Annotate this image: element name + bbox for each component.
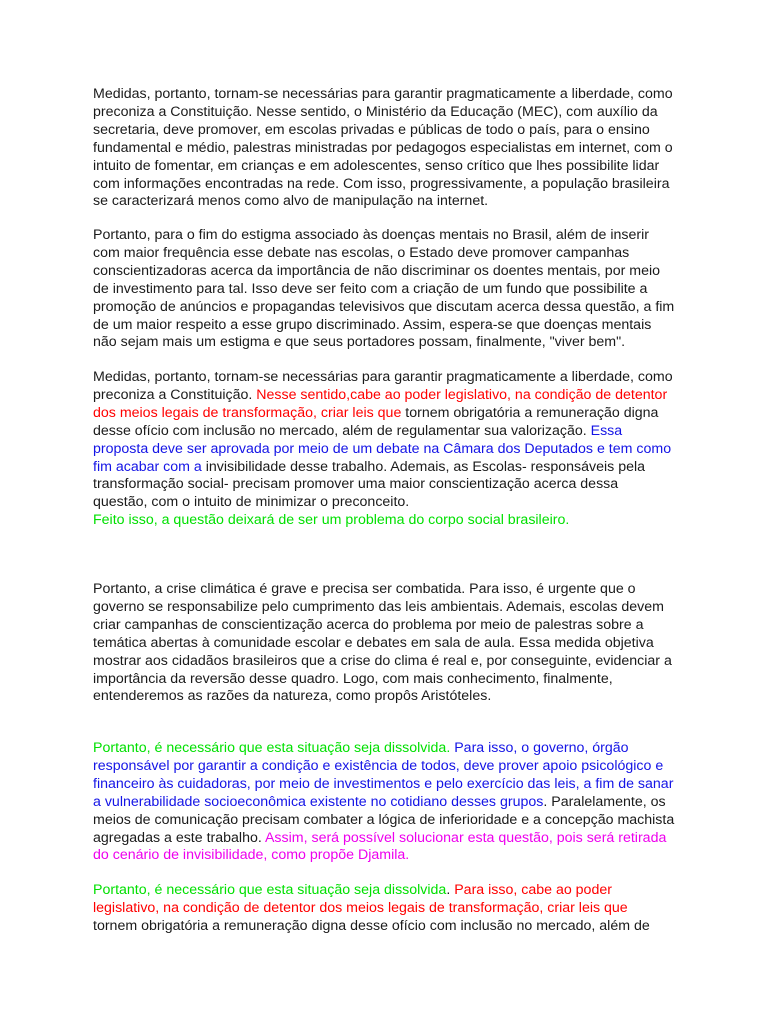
text-segment: . Paralelamente, os meios de comunicação precisam combater a lógica de inferioridade e a concepção machista agregadas a este trabalho. xyxy=(93,793,675,846)
paragraph-2 xyxy=(93,227,683,352)
paragraph-4 xyxy=(93,581,683,706)
text-segment: . xyxy=(446,882,455,898)
text-segment: Portanto, a crise climática é grave e precisa ser combatida. Para isso, é urgente que o governo se responsabilize pelo cumprimento das leis ambientais. Ademais, escolas devem criar campanhas de conscientização acerca do problema por meio de palestras sobre a temática abertas à comunidade escolar e debates em sala de aula. Essa medida objetiva mostrar aos cidadãos brasileiros que a crise do clima é real e, por conseguinte, evidenciar a importância da reversão desse quadro. Logo, com mais conhecimento, finalmente, entenderemos as razões da natureza, como propôs Aristóteles. xyxy=(93,581,672,705)
highlighted-green-text: Feito isso, a questão deixará de ser um problema do corpo social brasileiro. xyxy=(93,512,570,529)
text-segment: tornem obrigatória a remuneração digna desse ofício com inclusão no mercado, além de regulamentar sua valorização. xyxy=(93,404,659,439)
paragraph-1 xyxy=(93,86,683,211)
highlighted-blue-text: Essa proposta deve ser aprovada por meio de um debate na Câmara dos Deputados e tem como fim acabar com a xyxy=(93,422,672,475)
paragraph-3 xyxy=(93,369,683,530)
paragraph-5 xyxy=(93,740,683,865)
text-segment: Medidas, portanto, tornam-se necessárias para garantir pragmaticamente a liberdade, como preconiza a Constituição. Nesse sentido, o Ministério da Educação (MEC), com auxílio da secretaria, deve promover, em escolas privadas e públicas de todo o país, para o ensino fundamental e médio, palestras ministradas por pedagogos especialistas em internet, com o intuito de fomentar, em crianças e em adolescentes, senso crítico que lhes possibilite lidar com informações encontradas na rede. Com isso, progressivamente, a população brasileira se caracterizará menos como alvo de manipulação na internet. xyxy=(93,86,673,210)
highlighted-green-text: Portanto, é necessário que esta situação seja dissolvida xyxy=(93,882,447,898)
text-segment: tornem obrigatória a remuneração digna desse ofício com inclusão no mercado, além de xyxy=(93,917,650,934)
highlighted-blue-text: Para isso, o governo, órgão responsável por garantir a condição e existência de todos, deve prover apoio psicológico e financeiro às cuidadoras, por meio de investimentos e pelo exercício das leis, a fim de sanar a vulnerabilidade socioeconômica existente no cotidiano desses grupos xyxy=(93,740,674,810)
paragraph-6 xyxy=(93,882,683,936)
highlighted-red-text: Para isso, cabe ao poder legislativo, na condição de detentor dos meios legais de transformação, criar leis que xyxy=(93,882,628,916)
text-segment: Medidas, portanto, tornam-se necessárias para garantir pragmaticamente a liberdade, como preconiza a Constituição. xyxy=(93,369,673,403)
text-segment: Portanto, para o fim do estigma associado às doenças mentais no Brasil, além de inserir com maior frequência esse debate nas escolas, o Estado deve promover campanhas conscientizadoras acerca da importância de não discriminar os doentes mentais, por meio de investimento para tal. Isso deve ser feito com a criação de um fundo que possibilite a promoção de anúncios e propagandas televisivos que discutam acerca dessa questão, a fim de um maior respeito a esse grupo discriminado. Assim, espera-se que doenças mentais não sejam mais um estigma e que seus portadores possam, finalmente, "viver bem". xyxy=(93,227,675,351)
highlighted-red-text: Nesse sentido,cabe ao poder legislativo, na condição de detentor dos meios legais de transformação, criar leis que xyxy=(93,386,668,421)
highlighted-green-text: Portanto, é necessário que esta situação seja dissolvida. xyxy=(93,740,455,756)
highlighted-magenta-text: Assim, será possível solucionar esta questão, pois será retirada do cenário de invisibilidade, como propõe Djamila. xyxy=(93,829,667,864)
text-segment: invisibilidade desse trabalho. Ademais, as Escolas- responsáveis pela transformação social- precisam promover uma maior conscientização acerca dessa questão, com o intuito de minimizar o preconceito. xyxy=(93,458,646,511)
